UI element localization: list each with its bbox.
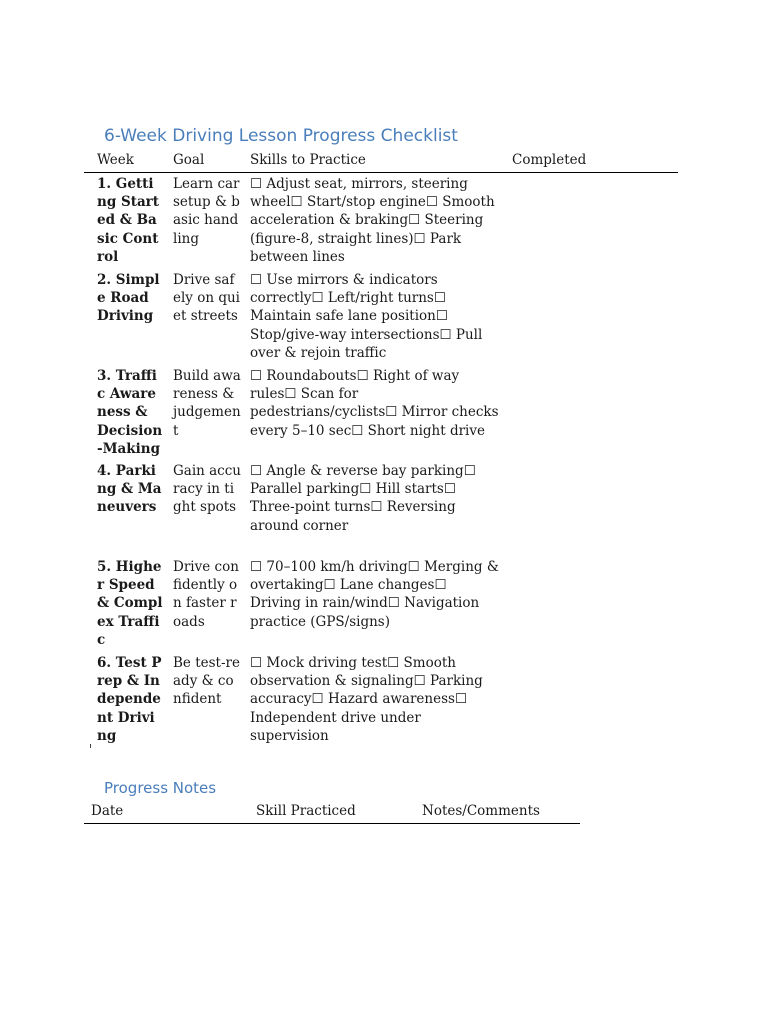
header-skills: Skills to Practice bbox=[250, 152, 366, 168]
week-cell: 6. Test Prep & Independent Driving bbox=[97, 655, 162, 744]
header-notes-comments: Notes/Comments bbox=[422, 803, 540, 819]
header-week: Week bbox=[97, 152, 134, 168]
page-title bbox=[90, 126, 458, 146]
checklist-header-row bbox=[84, 150, 678, 173]
notes-title-text: Progress Notes bbox=[104, 779, 217, 797]
table-row bbox=[84, 365, 678, 460]
week-cell: 2. Simple Road Driving bbox=[97, 272, 160, 325]
week-cell: 4. Parking & Maneuvers bbox=[97, 463, 162, 516]
table-row bbox=[84, 269, 678, 365]
week-cell: 3. Traffic Awareness & Decision-Making bbox=[97, 368, 163, 457]
table-row bbox=[84, 173, 678, 269]
checklist-table bbox=[84, 150, 678, 748]
skills-cell[interactable]: ☐ 70–100 km/h driving☐ Merging & overtaking☐ Lane changes☐ Driving in rain/wind☐ Navigation practice (GPS/signs) bbox=[250, 559, 499, 630]
skills-cell[interactable]: ☐ Mock driving test☐ Smooth observation & signaling☐ Parking accuracy☐ Hazard awareness☐ Independent drive under supervision bbox=[250, 655, 483, 744]
header-date: Date bbox=[91, 803, 124, 819]
goal-cell: Build awareness & judgement bbox=[173, 368, 241, 439]
goal-cell: Drive confidently on faster roads bbox=[173, 559, 239, 630]
goal-cell: Drive safely on quiet streets bbox=[173, 272, 240, 325]
skills-cell[interactable]: ☐ Angle & reverse bay parking☐ Parallel parking☐ Hill starts☐ Three-point turns☐ Reversing around corner bbox=[250, 463, 476, 534]
table-row bbox=[84, 556, 678, 652]
notes-table-header-row bbox=[84, 801, 580, 824]
goal-cell: Gain accuracy in tight spots bbox=[173, 463, 242, 516]
goal-cell: Be test-ready & confident bbox=[173, 655, 240, 708]
header-goal: Goal bbox=[173, 152, 205, 168]
skills-cell[interactable]: ☐ Roundabouts☐ Right of way rules☐ Scan for pedestrians/cyclists☐ Mirror checks every 5–10 sec☐ Short night drive bbox=[250, 368, 499, 439]
header-skill-practiced: Skill Practiced bbox=[256, 803, 356, 819]
table-row bbox=[84, 460, 678, 556]
week-cell: 1. Getting Started & Basic Control bbox=[97, 176, 160, 265]
goal-cell: Learn car setup & basic handling bbox=[173, 176, 240, 247]
header-completed: Completed bbox=[512, 152, 587, 168]
skills-cell[interactable]: ☐ Use mirrors & indicators correctly☐ Left/right turns☐ Maintain safe lane position☐ Stop/give-way intersections☐ Pull over & rejoin traffic bbox=[250, 272, 483, 361]
week-cell: 5. Higher Speed & Complex Traffic bbox=[97, 559, 163, 648]
table-row bbox=[84, 652, 678, 748]
notes-section-title bbox=[90, 779, 216, 797]
text-cursor-mark bbox=[90, 744, 91, 748]
skills-cell[interactable]: ☐ Adjust seat, mirrors, steering wheel☐ Start/stop engine☐ Smooth acceleration & braking☐ Steering (figure-8, straight lines)☐ Park between lines bbox=[250, 176, 495, 265]
page-title-text: 6-Week Driving Lesson Progress Checklist bbox=[104, 126, 458, 146]
